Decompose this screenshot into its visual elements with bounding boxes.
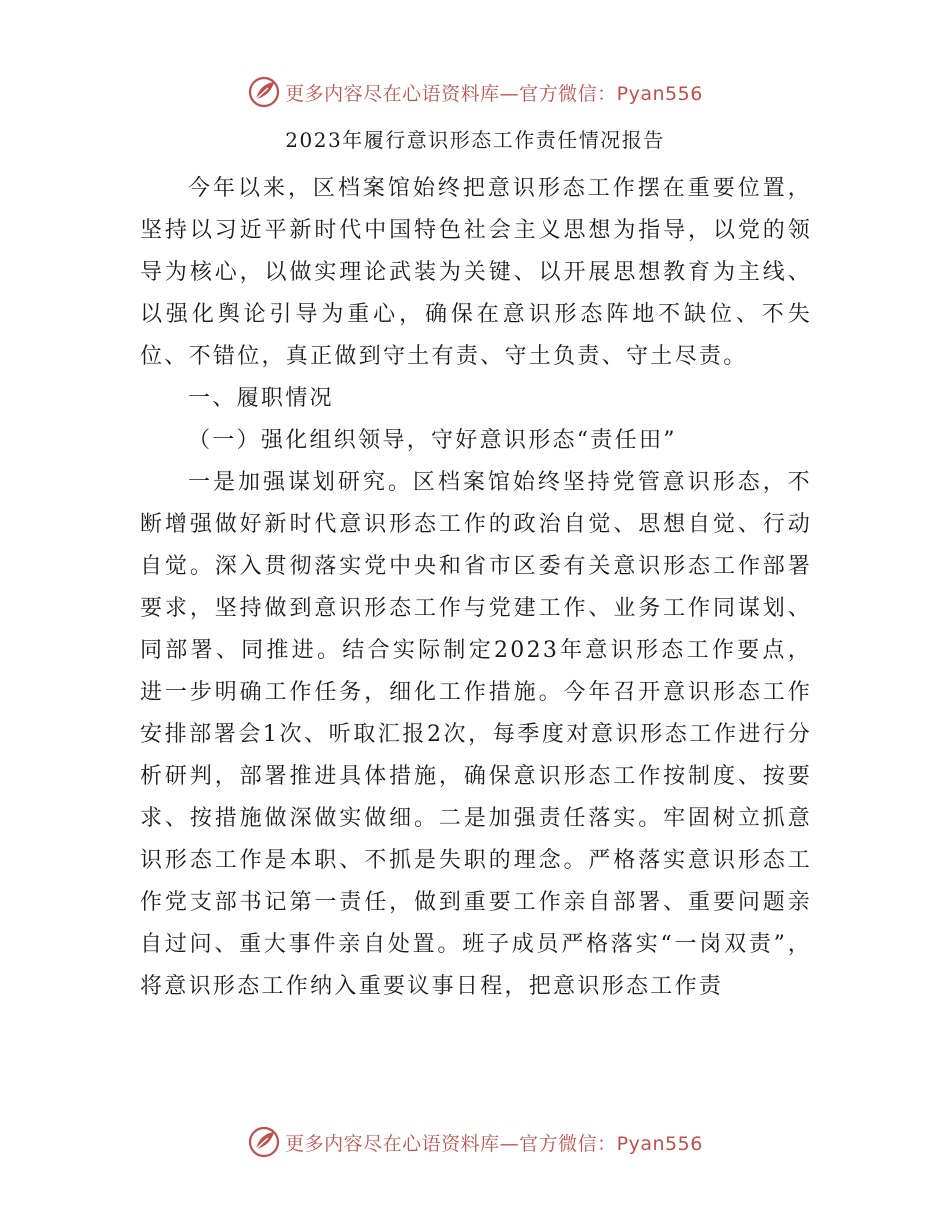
watermark-footer [0,1122,950,1162]
leaf-logo-icon [247,75,281,109]
leaf-logo-icon [247,1125,281,1159]
watermark-text: 更多内容尽在心语资料库—官方微信：Pyan556 [285,82,703,105]
document-body [140,168,812,1008]
document-title: 2023年履行意识形态工作责任情况报告 [285,128,665,152]
watermark-text: 更多内容尽在心语资料库—官方微信：Pyan556 [285,1132,703,1155]
paragraph-intro: 今年以来，区档案馆始终把意识形态工作摆在重要位置，坚持以习近平新时代中国特色社会主义思想为指导，以党的领导为核心，以做实理论武装为关键、以开展思想教育为主线、以强化舆论引导为重心，确保在意识形态阵地不缺位、不失位、不错位，真正做到守土有责、守土负责、守土尽责。 [140,176,812,369]
section-heading: 一、履职情况 [188,386,334,411]
paragraph-body: 一是加强谋划研究。区档案馆始终坚持党管意识形态，不断增强做好新时代意识形态工作的政治自觉、思想自觉、行动自觉。深入贯彻落实党中央和省市区委有关意识形态工作部署要求，坚持做到意识形态工作与党建工作、业务工作同谋划、同部署、同推进。结合实际制定2023年意识形态工作要点，进一步明确工作任务，细化工作措施。今年召开意识形态工作安排部署会1次、听取汇报2次，每季度对意识形态工作进行分析研判，部署推进具体措施，确保意识形态工作按制度、按要求、按措施做深做实做细。二是加强责任落实。牢固树立抓意识形态工作是本职、不抓是失职的理念。严格落实意识形态工作党支部书记第一责任，做到重要工作亲自部署、重要问题亲自过问、重大事件亲自处置。班子成员严格落实“一岗双责”，将意识形态工作纳入重要议事日程，把意识形态工作责 [140,470,812,999]
subsection-heading: （一）强化组织领导，守好意识形态“责任田” [188,428,677,453]
watermark-header [0,72,950,112]
